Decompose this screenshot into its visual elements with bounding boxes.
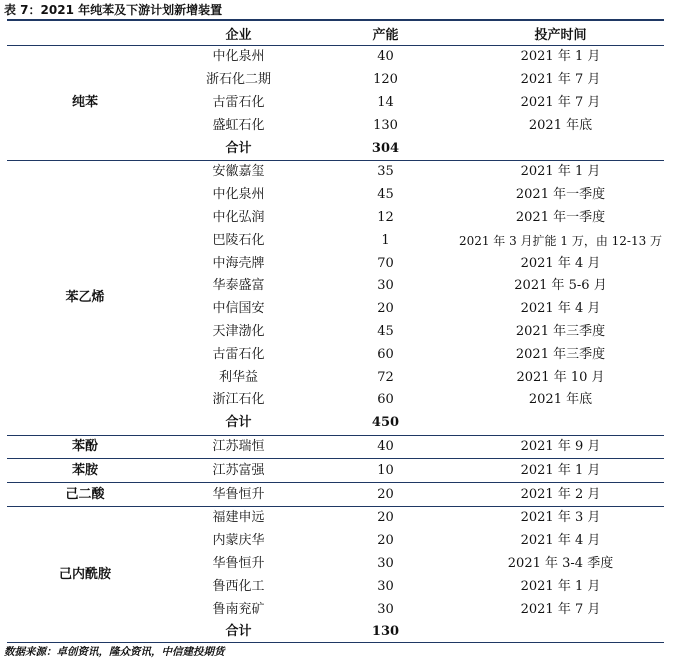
start-time-cell: 2021 年一季度	[515, 209, 606, 225]
table-row	[7, 483, 664, 507]
start-time-cell: 2021 年 3 月	[520, 510, 601, 526]
start-time-cell: 2021 年 4 月	[520, 533, 601, 549]
company-cell: 华鲁恒升	[163, 483, 314, 507]
capacity-cell: 35	[377, 164, 394, 180]
start-time-cell: 2021 年 2 月	[457, 483, 664, 507]
start-time-cell: 2021 年 3 月扩能 1 万，由 12-13 万	[458, 233, 663, 248]
start-time-cell: 2021 年 1 月	[520, 49, 601, 65]
table-row	[7, 435, 664, 459]
capacity-cell: 45	[377, 187, 394, 203]
company-cell: 内蒙庆华	[212, 533, 265, 549]
total-label: 合计	[163, 412, 314, 435]
capacity-cell: 30	[377, 578, 394, 594]
capacity-cell: 20	[377, 510, 394, 526]
total-label: 合计	[163, 137, 314, 160]
company-cell: 江苏瑞恒	[163, 435, 314, 459]
table-row	[7, 160, 664, 183]
start-time-cell: 2021 年三季度	[515, 346, 606, 362]
start-time-cell: 2021 年底	[528, 392, 593, 408]
header-time: 投产时间	[457, 20, 664, 46]
start-time-cell: 2021 年 7 月	[520, 94, 601, 110]
capacity-cell: 20	[377, 301, 394, 317]
table-row	[7, 459, 664, 483]
product-group-label: 纯苯	[7, 46, 163, 161]
capacity-cell: 10	[314, 459, 457, 483]
capacity-cell: 14	[377, 94, 394, 110]
total-capacity: 130	[371, 624, 400, 640]
capacity-cell: 1	[381, 232, 390, 248]
table-bottom-rule	[7, 642, 664, 643]
product-group-label: 苯酚	[7, 435, 163, 459]
table-body	[7, 46, 664, 644]
company-cell: 鲁南兖矿	[212, 601, 265, 617]
capacity-cell: 60	[377, 346, 394, 362]
total-label: 合计	[225, 624, 252, 640]
start-time-cell: 2021 年 9 月	[457, 435, 664, 459]
product-group-label: 苯乙烯	[7, 160, 163, 435]
capacity-cell: 130	[373, 117, 398, 133]
start-time-cell: 2021 年 7 月	[520, 72, 601, 88]
start-time-cell: 2021 年 5-6 月	[514, 278, 607, 294]
capacity-cell: 40	[314, 435, 457, 459]
company-cell: 安徽嘉玺	[212, 164, 265, 180]
capacity-table	[7, 19, 664, 644]
capacity-cell: 120	[373, 72, 398, 88]
company-cell: 中化弘润	[212, 209, 265, 225]
product-group-label: 己二酸	[7, 483, 163, 507]
company-cell: 古雷石化	[212, 94, 265, 110]
start-time-cell: 2021 年三季度	[515, 323, 606, 339]
start-time-cell: 2021 年底	[528, 117, 593, 133]
capacity-cell: 30	[377, 555, 394, 571]
capacity-cell: 70	[377, 255, 394, 271]
company-cell: 古雷石化	[212, 346, 265, 362]
capacity-cell: 20	[314, 483, 457, 507]
company-cell: 中信国安	[212, 301, 265, 317]
total-empty-cell	[457, 621, 664, 644]
capacity-cell: 20	[377, 533, 394, 549]
data-source-note: 数据来源：卓创资讯，隆众资讯，中信建投期货	[4, 646, 225, 658]
company-cell: 中海壳牌	[212, 255, 265, 271]
company-cell: 盛虹石化	[212, 117, 265, 133]
company-cell: 华泰盛富	[212, 278, 265, 294]
start-time-cell: 2021 年一季度	[515, 187, 606, 203]
company-cell: 浙江石化	[212, 392, 265, 408]
capacity-cell: 30	[377, 601, 394, 617]
capacity-cell: 40	[377, 49, 394, 65]
capacity-table-container	[7, 19, 664, 644]
start-time-cell: 2021 年 3-4 季度	[507, 555, 614, 571]
table-header-row	[7, 20, 664, 46]
company-cell: 巴陵石化	[212, 232, 265, 248]
product-group-label: 己内酰胺	[58, 567, 111, 583]
capacity-cell: 60	[377, 392, 394, 408]
company-cell: 华鲁恒升	[212, 555, 265, 571]
capacity-cell: 12	[377, 209, 394, 225]
start-time-cell: 2021 年 4 月	[520, 301, 601, 317]
start-time-cell: 2021 年 7 月	[520, 601, 601, 617]
header-product	[7, 20, 163, 46]
company-cell: 利华益	[218, 369, 258, 385]
company-cell: 中化泉州	[212, 187, 265, 203]
header-company: 企业	[163, 20, 314, 46]
company-cell: 中化泉州	[212, 49, 265, 65]
company-cell: 浙石化二期	[205, 72, 271, 88]
start-time-cell: 2021 年 10 月	[516, 369, 605, 385]
table-row	[7, 506, 664, 529]
company-cell: 天津渤化	[212, 323, 265, 339]
total-empty-cell	[457, 412, 664, 435]
company-cell: 福建申远	[212, 510, 265, 526]
header-capacity: 产能	[314, 20, 457, 46]
table-row	[7, 46, 664, 69]
total-capacity: 304	[314, 137, 457, 160]
capacity-cell: 30	[377, 278, 394, 294]
total-empty-cell	[457, 137, 664, 160]
capacity-cell: 45	[377, 323, 394, 339]
start-time-cell: 2021 年 1 月	[457, 459, 664, 483]
company-cell: 鲁西化工	[212, 578, 265, 594]
start-time-cell: 2021 年 4 月	[520, 255, 601, 271]
table-title: 表 7：2021 年纯苯及下游计划新增装置	[4, 3, 223, 17]
start-time-cell: 2021 年 1 月	[520, 164, 601, 180]
product-group-label: 苯胺	[7, 459, 163, 483]
total-capacity: 450	[314, 412, 457, 435]
capacity-cell: 72	[377, 369, 394, 385]
company-cell: 江苏富强	[163, 459, 314, 483]
start-time-cell: 2021 年 1 月	[520, 578, 601, 594]
